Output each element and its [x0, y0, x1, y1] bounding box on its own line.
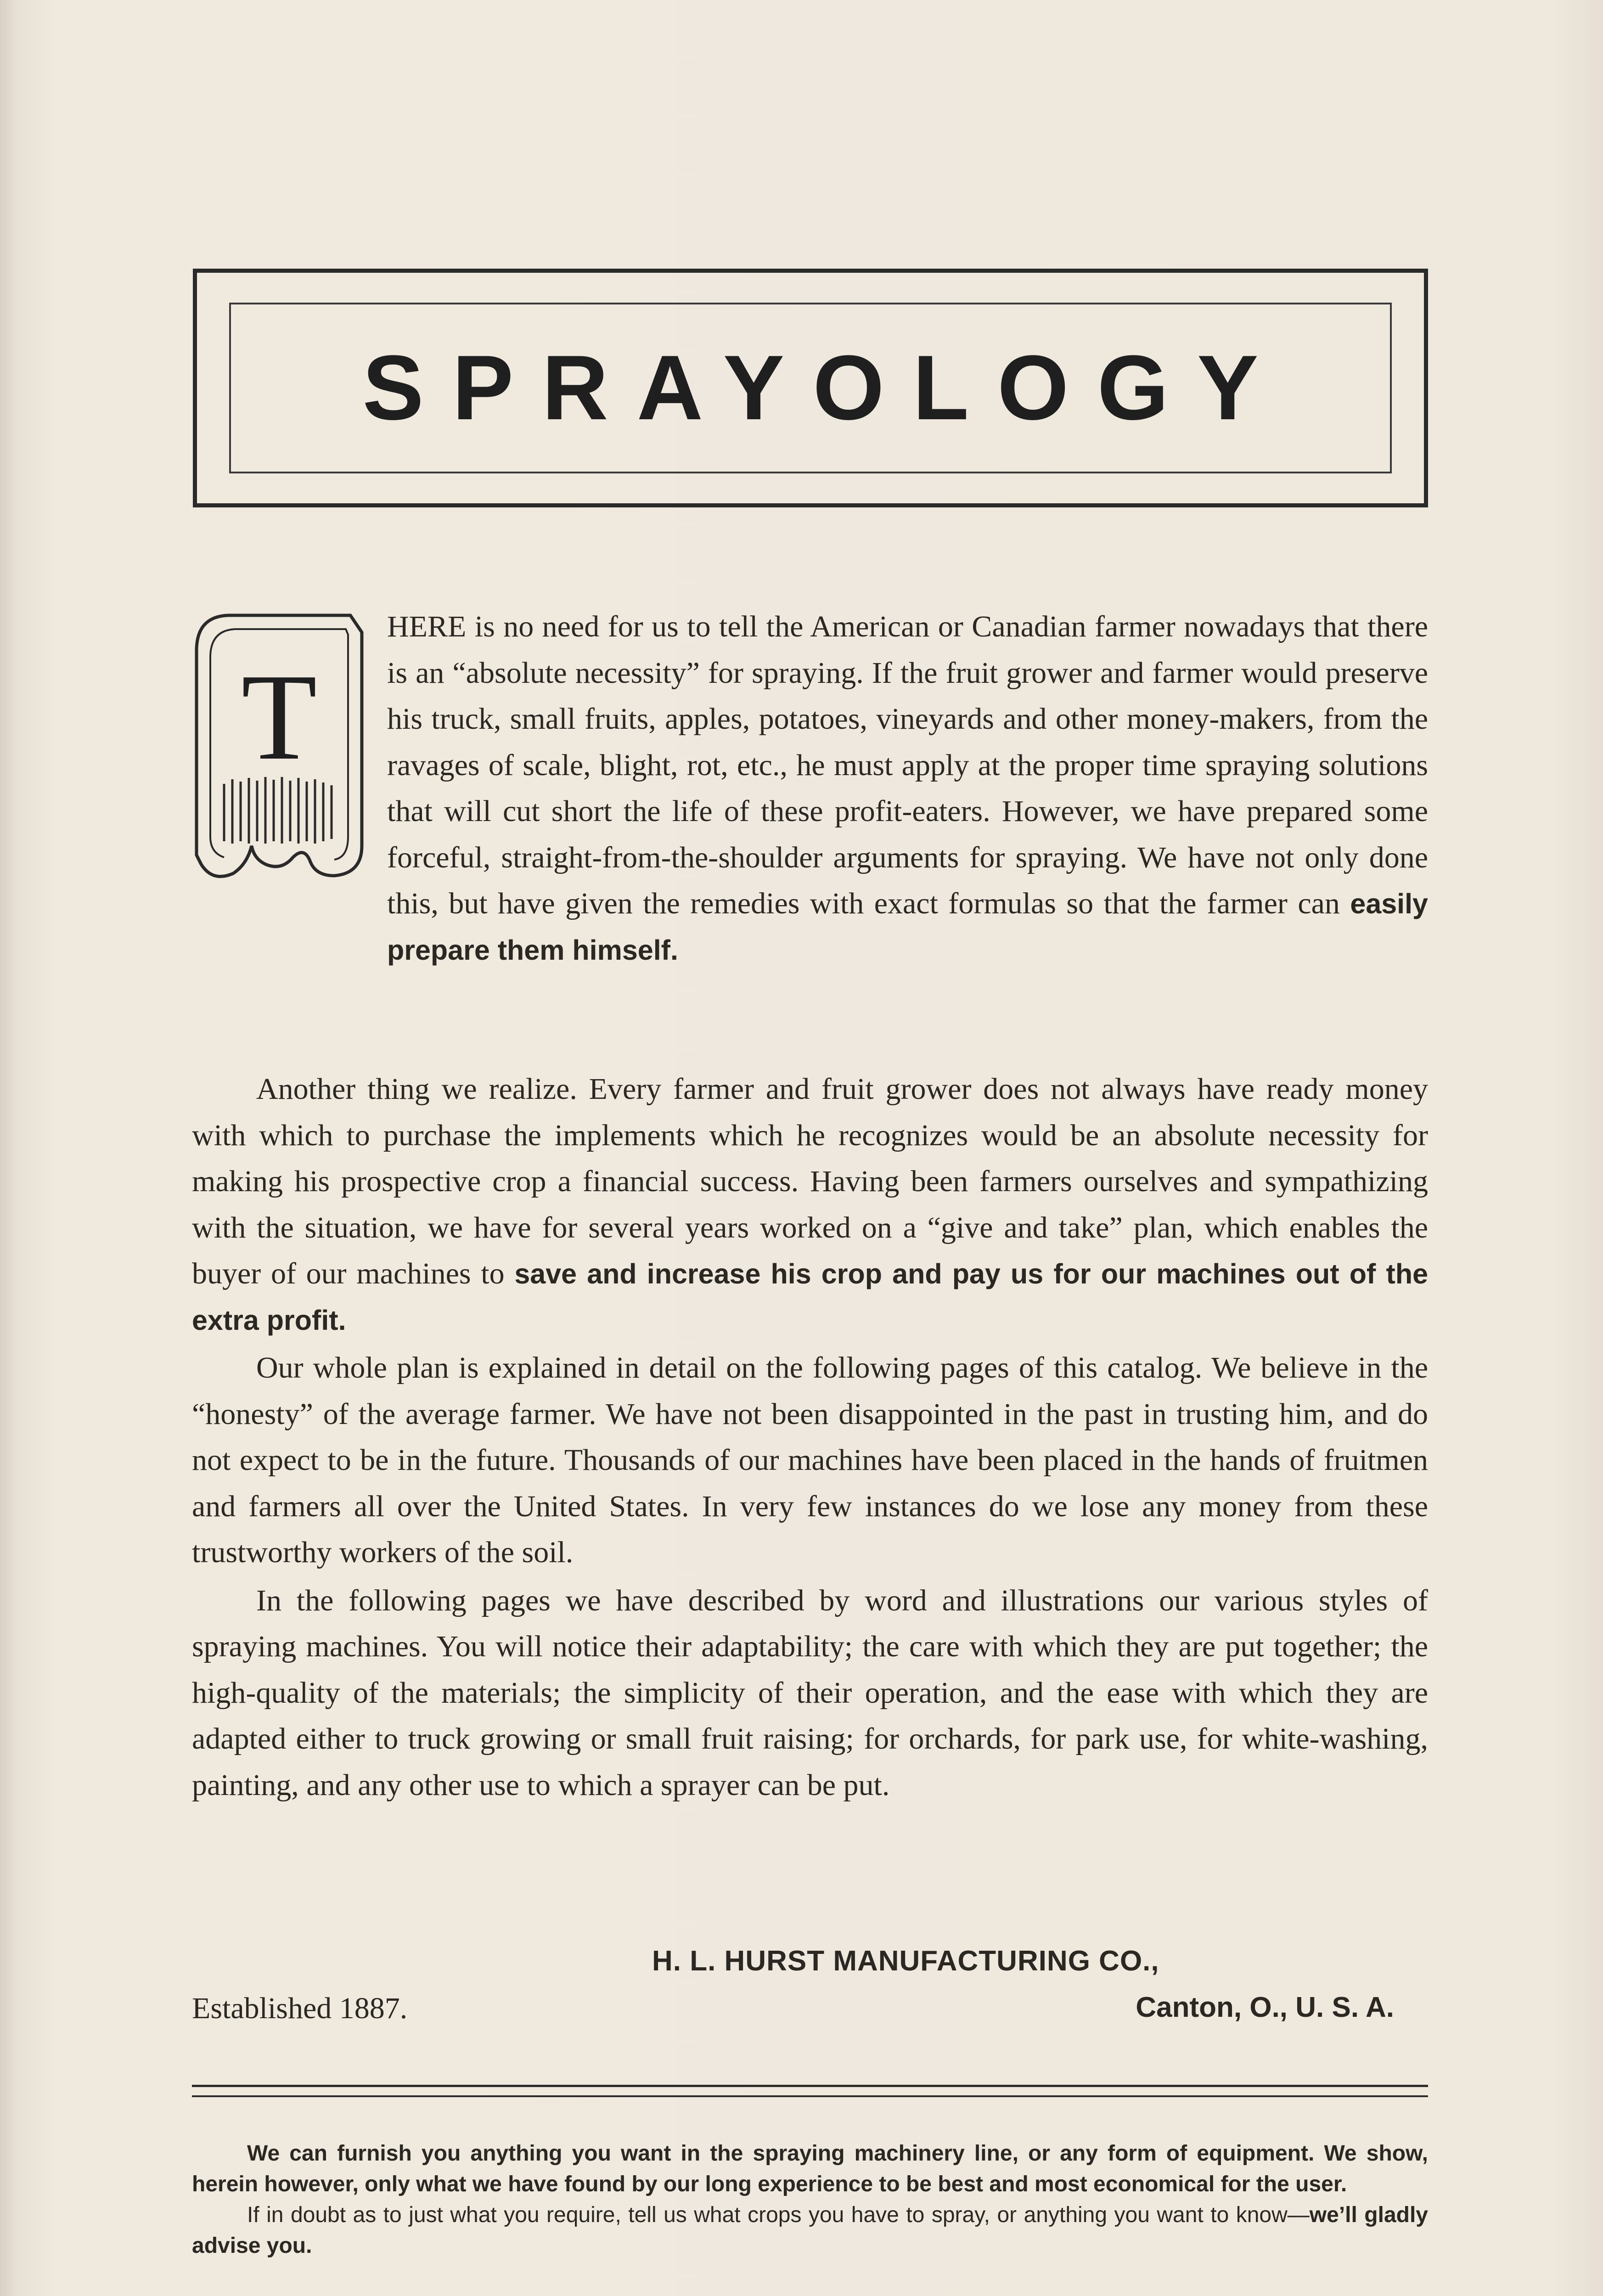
company-location: Canton, O., U. S. A. — [1136, 1992, 1394, 2023]
drop-cap-letter: T — [241, 648, 317, 786]
paragraph-2 — [192, 1066, 1428, 1343]
page-title: SPRAYOLOGY — [362, 337, 1287, 439]
footnote-2-text: If in doubt as to just what you require, tell us what crops you have to spray, or anything you want to know— — [247, 2203, 1310, 2227]
paragraph-1-bold: easily prepare them himself. — [387, 888, 1428, 966]
footnote — [192, 2138, 1428, 2261]
footnote-2 — [192, 2200, 1428, 2261]
paragraph-1-text: HERE is no need for us to tell the American or Canadian farmer nowadays that there is an “absolute necessity” for spraying. If the fruit grower and farmer would preserve his truck, small fruits, apples, potatoes, vineyards and other money-makers, from the ravages of scale, blight, rot, etc., he must apply at the proper time spraying solutions that will cut short the life of these profit-eaters. However, we have prepared some forceful, straight-from-the-shoulder arguments for spraying. We have not only done this, but have given the remedies with exact formulas so that the farmer can — [387, 610, 1428, 920]
paragraph-4: In the following pages we have described by word and illustrations our various styles of spraying machines. You will notice their adaptability; the care with which they are put together; the high-quality of the materials; the simplicity of their operation, and the ease with which they are adapted either to truck growing or small fruit raising; for orchards, for park use, for white-washing, painting, and any other use to which a sprayer can be put. — [192, 1583, 1428, 1802]
paragraph-2-bold: save and increase his crop and pay us for our machines out of the extra profit. — [192, 1258, 1429, 1336]
paragraph-2-text: Another thing we realize. Every farmer and fruit grower does not always have ready money with which to purchase the implements which he recognizes would be an absolute necessity for making his prospective crop a financial success. Having been farmers ourselves and sympathizing with the situation, we have for several years worked on a “give and take” plan, which enables the buyer of our machines to — [192, 1072, 1428, 1290]
divider-rule-top — [192, 2085, 1428, 2087]
established-year: Established 1887. — [192, 1992, 408, 2025]
title-frame — [193, 269, 1428, 507]
footnote-2-bold: we’ll gladly advise you. — [192, 2203, 1429, 2258]
divider-rule-bottom — [192, 2095, 1428, 2097]
title-inner-frame — [229, 303, 1392, 473]
company-name: H. L. HURST MANUFACTURING CO., — [652, 1945, 1159, 1977]
body-text-2 — [192, 1066, 1428, 1808]
paragraph-3: Our whole plan is explained in detail on the following pages of this catalog. We believe in the “honesty” of the average farmer. We have not been disappointed in the past in trusting him, and do not expect to be in the future. Thousands of our machines have been placed in the hands of fruitmen and farmers all over the United States. In very few instances do we lose any money from these trustworthy workers of the soil. — [192, 1351, 1428, 1569]
body-text — [192, 604, 1428, 973]
paragraph-1 — [192, 604, 1428, 973]
footnote-1: We can furnish you anything you want in the spraying machinery line, or any form of equipment. We show, herein however, only what we have found by our long experience to be best and most economical for the user. — [192, 2141, 1428, 2196]
